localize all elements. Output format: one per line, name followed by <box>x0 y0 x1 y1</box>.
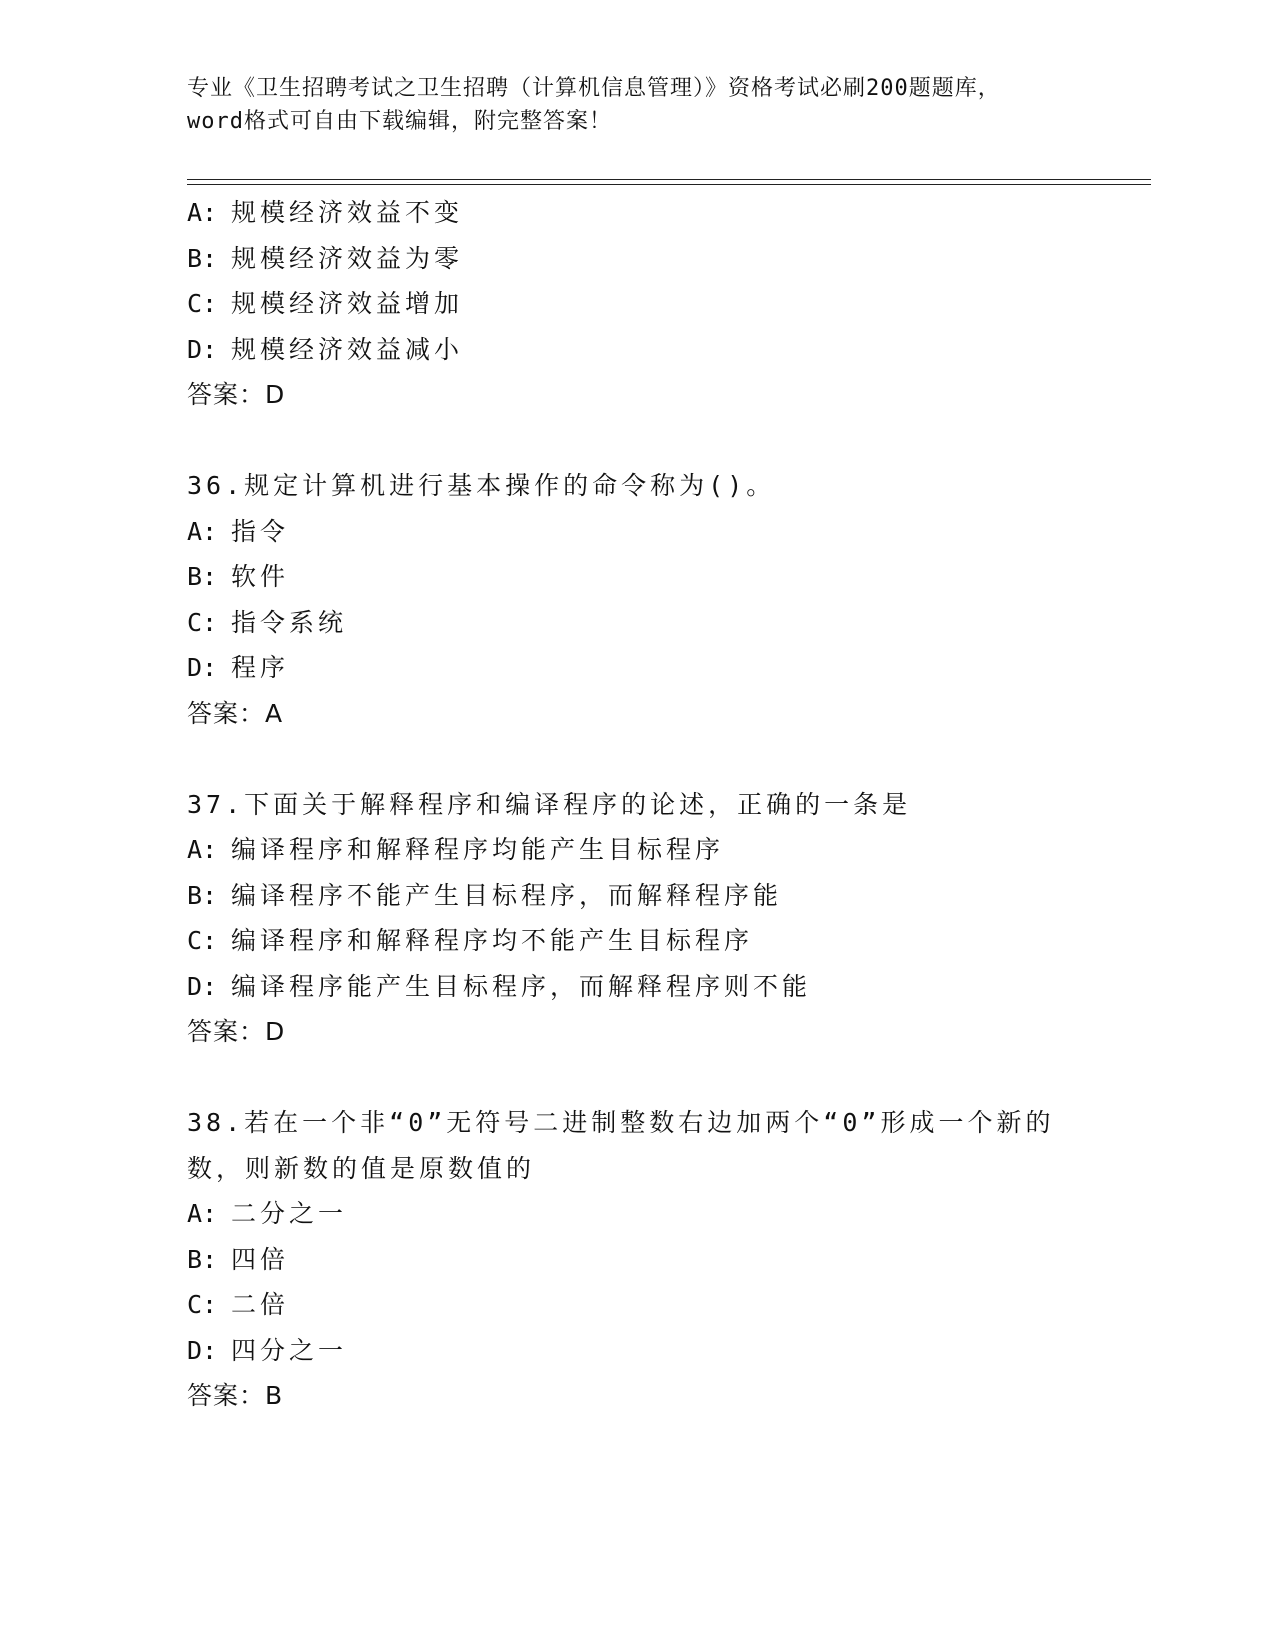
answer-line: 答案：B <box>187 1381 284 1410</box>
option-text: 规模经济效益减小 <box>231 334 464 364</box>
option-text: 编译程序和解释程序均能产生目标程序 <box>231 835 725 864</box>
answer-line: 答案：A <box>187 698 284 728</box>
header-rule-bottom <box>187 184 1151 185</box>
option-key: B: <box>187 880 218 910</box>
question-stem-line-2: 数，则新数的值是原数值的 <box>187 1153 536 1183</box>
option-b <box>187 1237 1137 1283</box>
question-spacer <box>187 1055 1137 1101</box>
option-d <box>187 964 1137 1010</box>
option-text: 编译程序不能产生目标程序，而解释程序能 <box>231 880 783 910</box>
option-a <box>187 190 1137 236</box>
question-spacer <box>187 736 1137 782</box>
option-text: 指令 <box>231 516 290 546</box>
option-text: 编译程序和解释程序均不能产生目标程序 <box>231 926 754 955</box>
question-35-continued <box>187 190 1137 418</box>
option-key: A: <box>187 198 218 227</box>
option-key: D: <box>187 653 218 682</box>
question-spacer <box>187 418 1137 464</box>
option-b <box>187 873 1137 919</box>
option-text: 二倍 <box>231 1290 290 1319</box>
question-38 <box>187 1100 1137 1419</box>
option-key: A: <box>187 835 218 864</box>
option-key: C: <box>187 607 218 637</box>
option-key: D: <box>187 334 218 364</box>
option-d <box>187 327 1137 373</box>
option-key: B: <box>187 243 218 273</box>
question-stem: 37.下面关于解释程序和编译程序的论述，正确的一条是 <box>187 789 912 819</box>
header-title-line-1: 专业《卫生招聘考试之卫生招聘（计算机信息管理）》资格考试必刷200题题库， <box>187 76 1001 101</box>
question-stem-line-1: 38.若在一个非“0”无符号二进制整数右边加两个“0”形成一个新的 <box>187 1108 1055 1137</box>
option-c <box>187 1282 1137 1328</box>
header-rule-top <box>187 179 1151 180</box>
option-text: 规模经济效益增加 <box>231 289 464 318</box>
question-37 <box>187 782 1137 1055</box>
option-text: 四倍 <box>231 1244 290 1274</box>
option-d <box>187 1328 1137 1374</box>
option-text: 程序 <box>231 653 290 682</box>
document-header <box>187 72 1077 138</box>
option-a <box>187 509 1137 555</box>
option-b <box>187 236 1137 282</box>
option-text: 指令系统 <box>231 607 348 637</box>
option-c <box>187 281 1137 327</box>
question-36 <box>187 463 1137 736</box>
option-key: D: <box>187 1335 218 1365</box>
option-key: B: <box>187 1244 218 1274</box>
option-key: C: <box>187 1290 218 1319</box>
option-d <box>187 645 1137 691</box>
option-text: 软件 <box>231 562 290 591</box>
option-text: 规模经济效益不变 <box>231 198 464 227</box>
question-stem: 36.规定计算机进行基本操作的命令称为()。 <box>187 471 776 500</box>
option-key: A: <box>187 516 218 546</box>
option-key: A: <box>187 1199 218 1228</box>
option-key: D: <box>187 971 218 1001</box>
header-title-line-2: word格式可自由下载编辑，附完整答案！ <box>187 109 612 134</box>
option-key: C: <box>187 926 218 955</box>
option-text: 编译程序能产生目标程序，而解释程序则不能 <box>231 971 812 1001</box>
option-text: 二分之一 <box>231 1199 348 1228</box>
question-list <box>187 190 1137 1419</box>
answer-line: 答案：D <box>187 380 286 409</box>
option-key: C: <box>187 289 218 318</box>
option-key: B: <box>187 562 218 591</box>
option-c <box>187 600 1137 646</box>
option-text: 四分之一 <box>231 1335 348 1365</box>
answer-line: 答案：D <box>187 1017 286 1046</box>
option-b <box>187 554 1137 600</box>
option-c <box>187 918 1137 964</box>
option-a <box>187 827 1137 873</box>
option-a <box>187 1191 1137 1237</box>
option-text: 规模经济效益为零 <box>231 243 464 273</box>
